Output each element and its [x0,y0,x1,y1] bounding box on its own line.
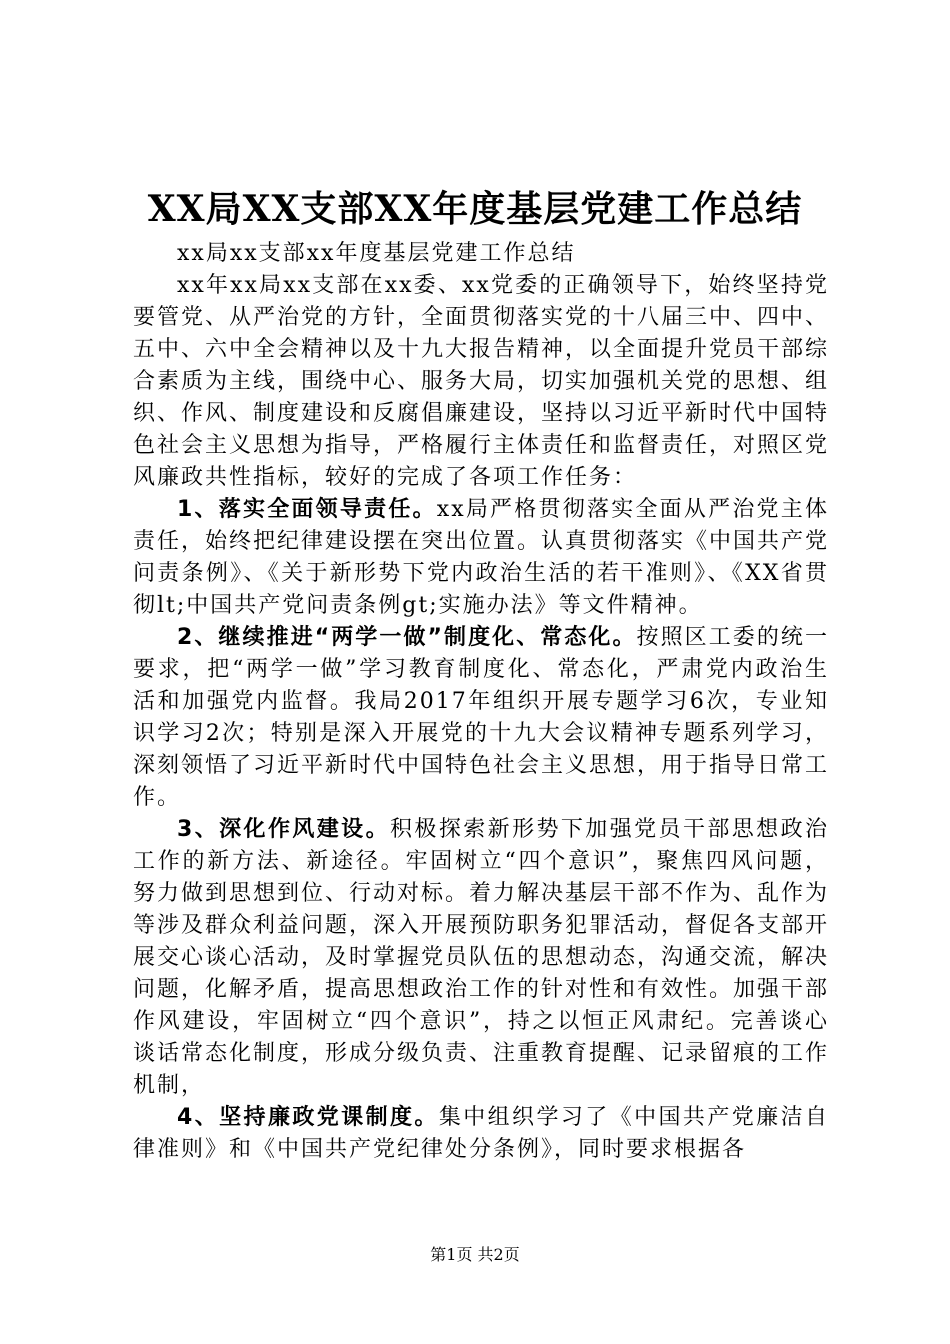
document-title: XX局XX支部XX年度基层党建工作总结 [147,188,803,230]
intro-paragraph: xx年xx局xx支部在xx委、xx党委的正确领导下，始终坚持党要管党、从严治党的方针，全面贯彻落实党的十八届三中、四中、五中、六中全会精神以及十九大报告精神，以全面提升党员干部综合素质为主线，围绕中心、服务大局，切实加强机关党的思想、组织、作风、制度建设和反腐倡廉建设，坚持以习近平新时代中国特色社会主义思想为指导，严格履行主体责任和监督责任，对照区党风廉政共性指标，较好的完成了各项工作任务： [133,273,830,490]
section-heading: 3、深化作风建设。 [177,817,391,842]
subtitle-paragraph: xx局xx支部xx年度基层党建工作总结 [177,241,576,266]
document-body [133,238,829,1166]
section-heading: 1、落实全面领导责任。 [177,497,437,522]
section-paragraph-1 [133,494,829,622]
section-text: 集中组织学习了《中国共产党廉洁自律准则》和《中国共产党纪律处分条例》，同时要求根据各 [133,1105,829,1162]
section-heading: 2、继续推进“两学一做”制度化、常态化。 [177,625,637,650]
section-paragraph-3 [133,814,829,1102]
section-text: 按照区工委的统一要求，把“两学一做”学习教育制度化、常态化，严肃党内政治生活和加强党内监督。我局2017年组织开展专题学习6次，专业知识学习2次；特别是深入开展党的十九大会议精神专题系列学习，深刻领悟了习近平新时代中国特色社会主义思想，用于指导日常工作。 [133,625,830,810]
section-heading: 4、坚持廉政党课制度。 [177,1105,439,1130]
section-text: xx局严格贯彻落实全面从严治党主体责任，始终把纪律建设摆在突出位置。认真贯彻落实《中国共产党问责条例》、《关于新形势下党内政治生活的若干准则》、《XX省贯彻lt;中国共产党问责条例gt;实施办法》等文件精神。 [133,497,830,618]
section-text: 积极探索新形势下加强党员干部思想政治工作的新方法、新途径。牢固树立“四个意识”，聚焦四风问题，努力做到思想到位、行动对标。着力解决基层干部不作为、乱作为等涉及群众利益问题，深入开展预防职务犯罪活动，督促各支部开展交心谈心活动，及时掌握党员队伍的思想动态，沟通交流，解决问题，化解矛盾，提高思想政治工作的针对性和有效性。加强干部作风建设，牢固树立“四个意识”，持之以恒正风肃纪。完善谈心谈话常态化制度，形成分级负责、注重教育提醒、记录留痕的工作机制， [133,817,830,1098]
section-paragraph-4 [133,1102,829,1166]
section-paragraph-2 [133,622,829,814]
page-number-footer: 第1页 共2页 [430,1245,520,1264]
